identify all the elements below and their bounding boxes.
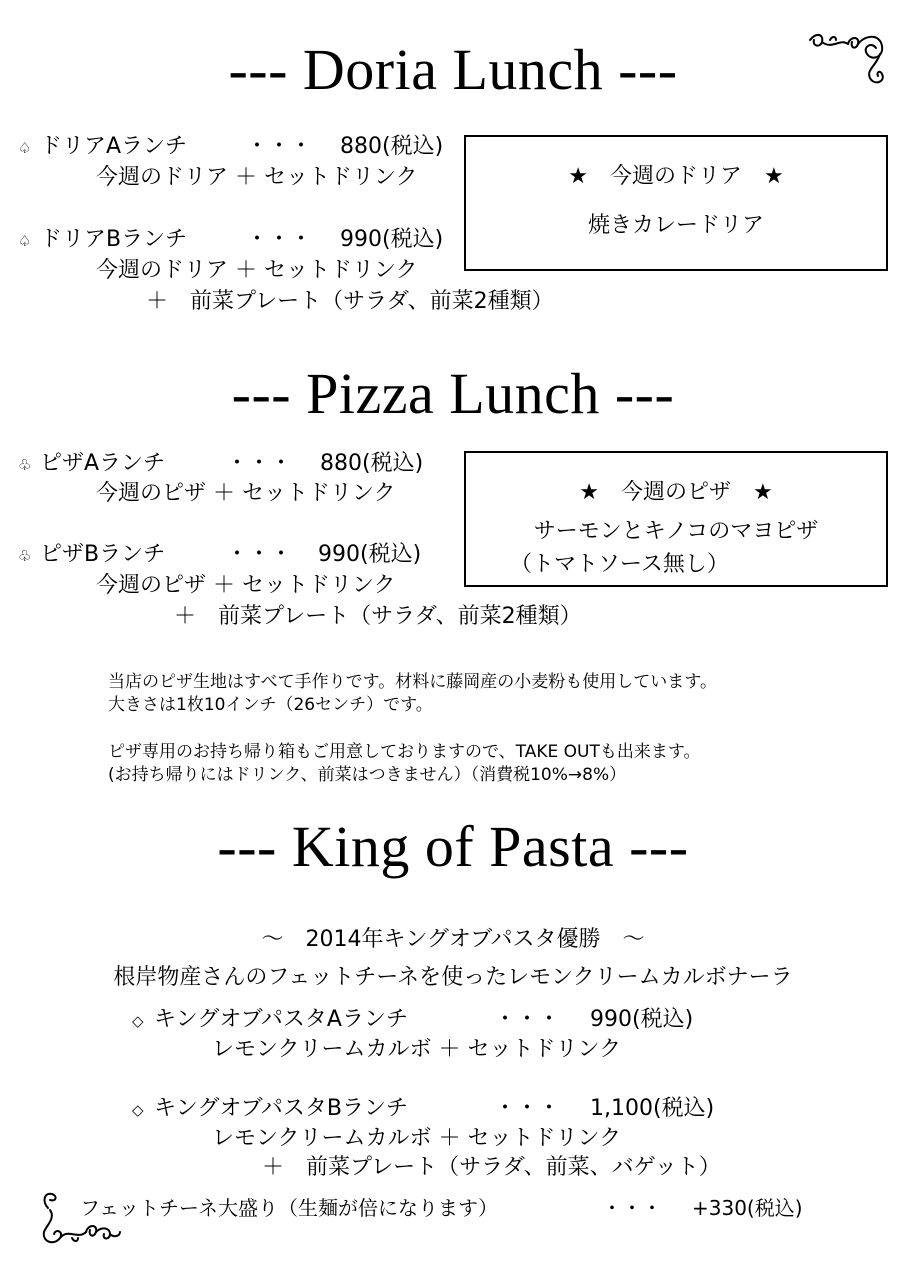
scroll-flourish-icon — [38, 1188, 124, 1250]
spade-icon: ♤ — [18, 232, 32, 250]
pasta-a-dots: ・・・ — [494, 1007, 561, 1032]
pasta-b-desc: レモンクリームカルボ ＋ セットドリンク — [212, 1126, 622, 1151]
pizza-b-line — [18, 541, 165, 570]
pasta-extra-name: フェットチーネ大盛り（生麺が倍になります） — [80, 1196, 498, 1220]
pasta-description: 根岸物産さんのフェットチーネを使ったレモンクリームカルボナーラ — [113, 965, 793, 990]
spade-icon: ♤ — [18, 139, 32, 157]
pasta-b-name: キングオブパスタBランチ — [154, 1096, 409, 1121]
weekly-pizza-title: ★ 今週のピザ ★ — [579, 480, 773, 505]
pizza-a-line — [18, 450, 165, 479]
doria-b-desc2: ＋ 前菜プレート（サラダ、前菜2種類） — [146, 289, 554, 314]
pasta-extra-dots: ・・・ — [602, 1196, 662, 1220]
club-icon: ♧ — [18, 547, 32, 565]
doria-b-price: 990(税込) — [340, 227, 444, 252]
weekly-pizza-note: （トマトソース無し） — [510, 552, 729, 577]
diamond-icon: ◇ — [132, 1012, 144, 1030]
pizza-a-price: 880(税込) — [320, 451, 424, 476]
weekly-doria-title: ★ 今週のドリア ★ — [568, 164, 784, 189]
doria-a-desc: 今週のドリア ＋ セットドリンク — [96, 165, 418, 190]
pasta-heading: --- King of Pasta --- — [217, 814, 689, 879]
pasta-a-name: キングオブパスタAランチ — [154, 1007, 408, 1032]
doria-b-line — [18, 226, 187, 255]
pizza-b-price: 990(税込) — [318, 542, 422, 567]
pasta-b-line — [132, 1095, 408, 1124]
pasta-b-dots: ・・・ — [494, 1096, 561, 1121]
pizza-heading: --- Pizza Lunch --- — [231, 361, 675, 426]
pizza-b-dots: ・・・ — [226, 542, 293, 567]
pizza-b-desc: 今週のピザ ＋ セットドリンク — [96, 573, 396, 598]
doria-b-desc: 今週のドリア ＋ セットドリンク — [96, 258, 418, 283]
pasta-award: ～ 2014年キングオブパスタ優勝 ～ — [261, 927, 645, 952]
pizza-b-name: ピザBランチ — [40, 542, 166, 567]
pizza-note-1: 当店のピザ生地はすべて手作りです。材料に藤岡産の小麦粉も使用しています。 — [108, 672, 717, 692]
pizza-a-dots: ・・・ — [226, 451, 293, 476]
weekly-doria-dish: 焼きカレードリア — [587, 213, 764, 238]
weekly-pizza-box — [464, 451, 888, 587]
club-icon: ♧ — [18, 456, 32, 474]
pizza-b-desc2: ＋ 前菜プレート（サラダ、前菜2種類） — [174, 604, 582, 629]
pasta-extra-price: +330(税込) — [692, 1196, 803, 1220]
doria-heading: --- Doria Lunch --- — [228, 37, 678, 102]
doria-b-name: ドリアBランチ — [40, 227, 188, 252]
pasta-a-line — [132, 1006, 408, 1035]
pasta-a-price: 990(税込) — [590, 1007, 694, 1032]
pizza-a-name: ピザAランチ — [40, 451, 166, 476]
weekly-pizza-dish: サーモンとキノコのマヨピザ — [533, 519, 819, 544]
doria-a-line — [18, 133, 187, 162]
pizza-note-2: 大きさは1枚10インチ（26センチ）です。 — [108, 695, 433, 715]
pasta-a-desc: レモンクリームカルボ ＋ セットドリンク — [212, 1037, 622, 1062]
pasta-b-desc2: ＋ 前菜プレート（サラダ、前菜、バゲット） — [262, 1155, 721, 1180]
diamond-icon: ◇ — [132, 1101, 144, 1119]
doria-a-dots: ・・・ — [246, 134, 313, 159]
doria-b-dots: ・・・ — [246, 227, 313, 252]
weekly-doria-box — [464, 135, 888, 271]
pizza-note-3: ピザ専用のお持ち帰り箱もご用意しておりますので、TAKE OUTも出来ます。 — [108, 742, 701, 762]
pizza-note-4: (お持ち帰りにはドリンク、前菜はつきません）（消費税10%→8%） — [108, 765, 627, 785]
pizza-a-desc: 今週のピザ ＋ セットドリンク — [96, 481, 396, 506]
doria-a-name: ドリアAランチ — [40, 134, 188, 159]
doria-a-price: 880(税込) — [340, 134, 444, 159]
pasta-b-price: 1,100(税込) — [590, 1096, 715, 1121]
